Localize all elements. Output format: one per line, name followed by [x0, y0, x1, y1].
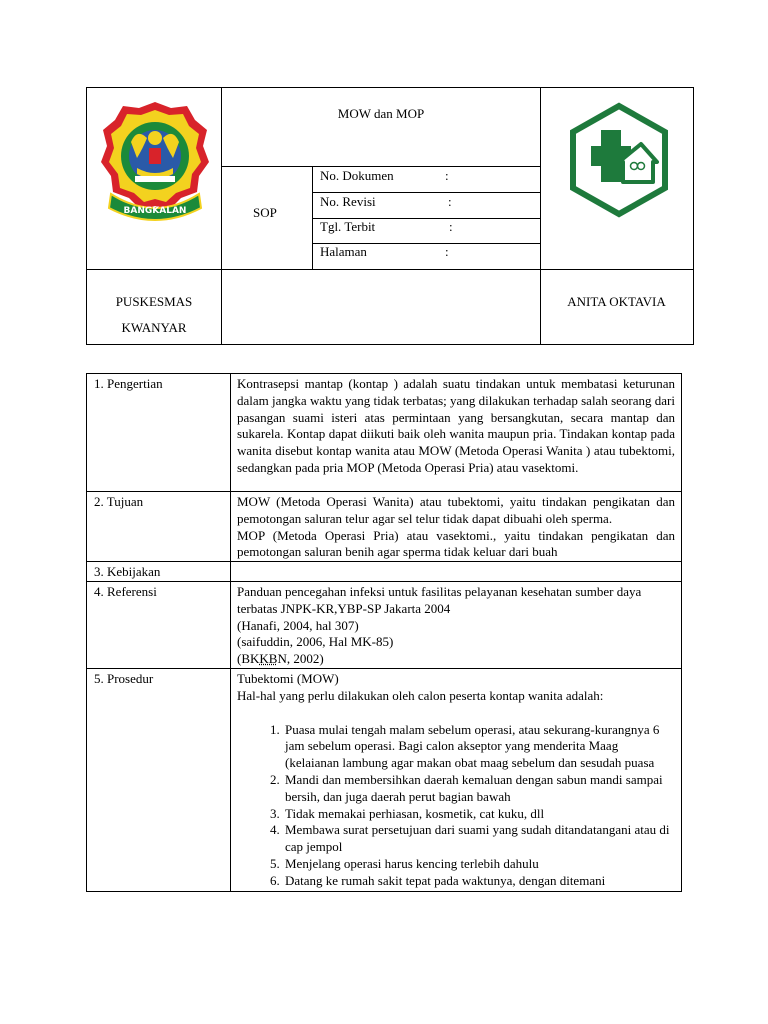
- org-name: PUSKESMAS: [115, 294, 193, 309]
- header-divider: [312, 192, 541, 193]
- reference-line: (Hanafi, 2004, hal 307): [237, 617, 359, 633]
- procedure-list: [237, 722, 675, 890]
- signer-name: ANITA OKTAVIA: [567, 294, 666, 309]
- reference-line: Panduan pencegahan infeksi untuk fasilitas pelayanan kesehatan sumber daya terbatas JNPK-KR,YBP-SP Jakarta 2004: [237, 583, 642, 616]
- sop-content-table: [86, 373, 682, 892]
- list-item: 6. Datang ke rumah sakit tepat pada waktunya, dengan ditemani: [283, 873, 675, 890]
- row-content: [231, 562, 682, 582]
- list-item: 2. Mandi dan membersihkan daerah kemaluan dengan sabun mandi sampai bersih, dan juga daerah perut bagian bawah: [283, 772, 675, 806]
- doc-field-sep: :: [445, 244, 449, 259]
- header-divider: [87, 269, 693, 270]
- header-divider: [221, 166, 541, 167]
- bangkalan-logo: [97, 98, 213, 228]
- row-label: 2. Tujuan: [87, 492, 231, 562]
- procedure-heading: Tubektomi (MOW): [237, 670, 339, 686]
- table-row: [87, 562, 682, 582]
- reference-text: (BK: [237, 651, 260, 667]
- header-divider: [221, 88, 222, 344]
- row-content: [231, 581, 682, 668]
- row-paragraph: MOW (Metoda Operasi Wanita) atau tubektomi, yaitu tindakan pengikatan dan pemotongan saluran telur agar sel telur tidak dapat dibuahi oleh sperma.: [237, 494, 675, 526]
- doc-field-sep: :: [449, 219, 453, 234]
- table-row: [87, 374, 682, 492]
- puskesmas-logo: [561, 100, 677, 220]
- row-paragraph: MOP (Metoda Operasi Pria) atau vasektomi., yaitu tindakan pengikatan dan pemotongan saluran benih agar sperma tidak keluar dari buah: [237, 527, 675, 560]
- row-label: 1. Pengertian: [87, 374, 231, 492]
- list-item: 4. Membawa surat persetujuan dari suami yang sudah ditandatangani atau di cap jempol: [283, 822, 675, 856]
- doc-field-sep: :: [448, 194, 452, 209]
- reference-line: (saifuddin, 2006, Hal MK-85): [237, 634, 394, 650]
- table-row: [87, 668, 682, 891]
- bangkalan-ribbon-text: BANGKALAN: [123, 206, 187, 216]
- org-name: KWANYAR: [121, 320, 187, 335]
- table-row: [87, 492, 682, 562]
- row-label: 4. Referensi: [87, 581, 231, 668]
- list-item: 1. Puasa mulai tengah malam sebelum operasi, atau sekurang-kurangnya 6 jam sebelum operasi. Bagi calon akseptor yang menderita Maag (kelaianan lambung agar makan obat maag sebelum dan sesudah puasa: [283, 722, 675, 772]
- doc-field-sep: :: [445, 168, 449, 183]
- sop-label: SOP: [253, 205, 277, 220]
- table-row: [87, 581, 682, 668]
- doc-field-label: No. Dokumen: [320, 168, 394, 183]
- reference-text: N, 2002): [277, 651, 324, 667]
- doc-field-label: Halaman: [320, 244, 367, 259]
- list-item: 3. Tidak memakai perhiasan, kosmetik, cat kuku, dll: [283, 806, 675, 823]
- reference-marked-text: KB: [259, 651, 278, 667]
- sop-header: [86, 87, 694, 345]
- reference-line: [237, 651, 675, 668]
- row-content: Kontrasepsi mantap (kontap ) adalah suatu tindakan untuk membatasi keturunan dalam jangka waktu yang tidak terbatas; yang dilakukan terhadap salah seorang dari pasangan suami isteri atas permintaan yang bersangkutan, secara mantap dan sukarela. Kontap dapat diikuti baik oleh wanita maupun pria. Tindakan kontap pada wanita disebut kontap wanita atau MOW (Metoda Operasi Wanita ) atau tubektomi, sedangkan pada pria MOP (Metoda Operasi Pria) atau vasektomi.: [231, 374, 682, 492]
- row-content: [231, 668, 682, 891]
- procedure-intro: Hal-hal yang perlu dilakukan oleh calon peserta kontap wanita adalah:: [237, 687, 604, 703]
- page-title: MOW dan MOP: [337, 106, 425, 121]
- list-item: 5. Menjelang operasi harus kencing terlebih dahulu: [283, 856, 675, 873]
- doc-field-label: Tgl. Terbit: [320, 219, 376, 234]
- doc-field-label: No. Revisi: [320, 194, 376, 209]
- row-label: 5. Prosedur: [87, 668, 231, 891]
- row-content: [231, 492, 682, 562]
- row-label: 3. Kebijakan: [87, 562, 231, 582]
